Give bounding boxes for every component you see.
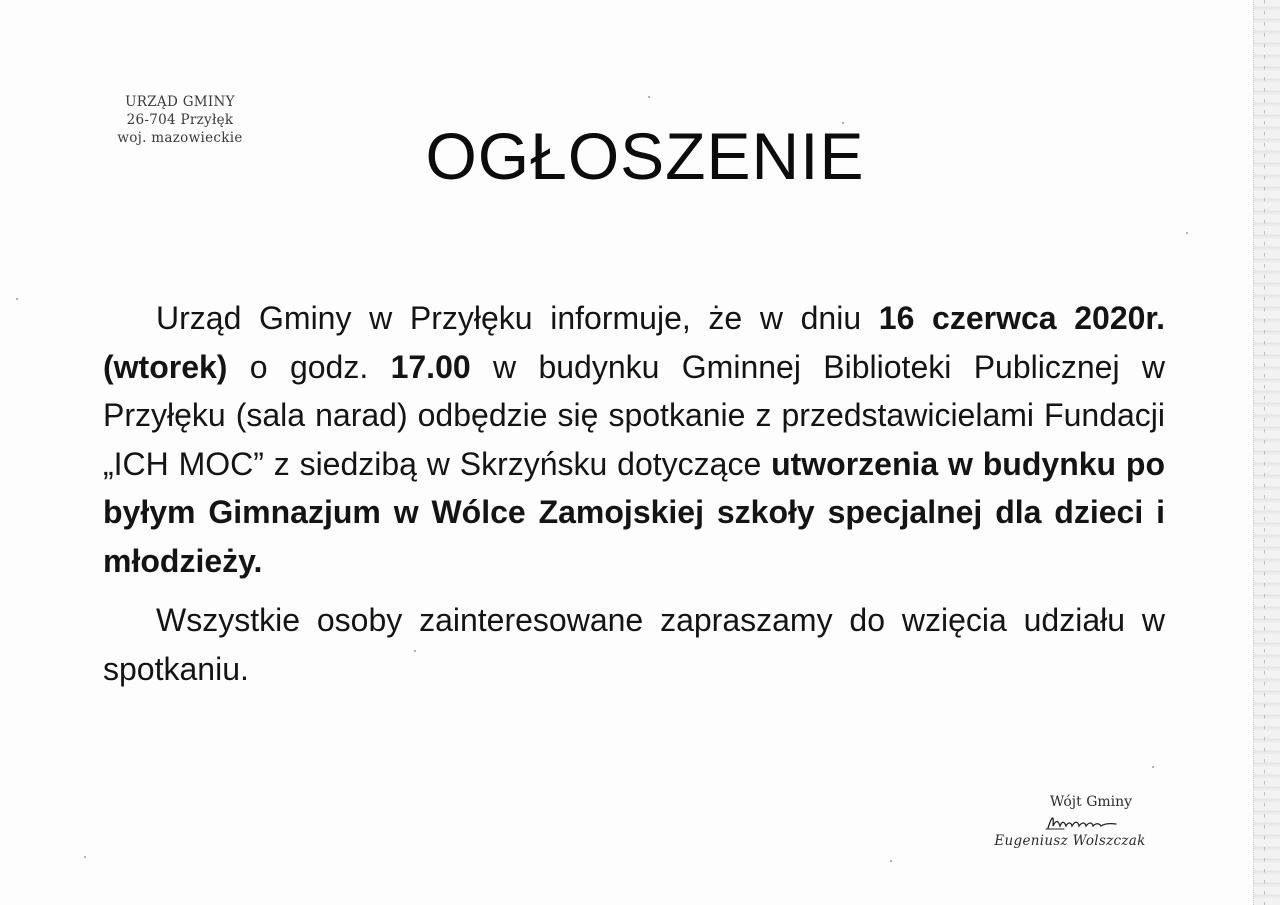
signature-block bbox=[990, 792, 1170, 850]
scan-speck bbox=[1152, 766, 1154, 768]
paragraph-main-text-2: o godz. bbox=[227, 348, 391, 385]
signature-role: Wójt Gminy bbox=[1049, 794, 1133, 810]
paragraph-main-text-3: w budynku Gminnej Biblioteki Publicznej w Przyłęku (sala narad) odbędzie się spotkanie z przedstawicielami Fundacji „ICH MOC” z siedzibą w Skrzyńsku dotyczące bbox=[103, 348, 1166, 482]
announcement-body bbox=[103, 294, 1165, 693]
paragraph-invitation: Wszystkie osoby zainteresowane zapraszamy do wzięcia udziału w spotkaniu. bbox=[103, 602, 1165, 687]
signature-name: Eugeniusz Wolszczak bbox=[994, 833, 1146, 849]
meeting-subject: utworzenia w budynku po byłym Gimnazjum w Wólce Zamojskiej szkoły specjalnej dla dzieci i młodzieży. bbox=[103, 445, 1166, 579]
handwritten-signature-graphic bbox=[1044, 812, 1124, 832]
stamp-line-office: URZĄD GMINY bbox=[125, 94, 235, 110]
announcement-title: OGŁOSZENIE bbox=[425, 119, 865, 193]
scan-speck bbox=[84, 856, 86, 858]
handwritten-signature bbox=[998, 812, 1170, 832]
scan-speck bbox=[1186, 232, 1188, 234]
scan-speck bbox=[890, 860, 892, 862]
paragraph-main-text-1: Urząd Gminy w Przyłęku informuje, że w dniu bbox=[156, 300, 879, 336]
paragraph-main bbox=[103, 294, 1165, 585]
scan-speck bbox=[16, 298, 18, 300]
scan-speck bbox=[648, 96, 650, 98]
stamp-line-region: woj. mazowieckie bbox=[117, 130, 243, 146]
meeting-date: 16 czerwca 2020r.(wtorek) bbox=[103, 300, 1166, 385]
stamp-line-address: 26-704 Przyłęk bbox=[126, 112, 234, 128]
meeting-time: 17.00 bbox=[390, 348, 471, 385]
